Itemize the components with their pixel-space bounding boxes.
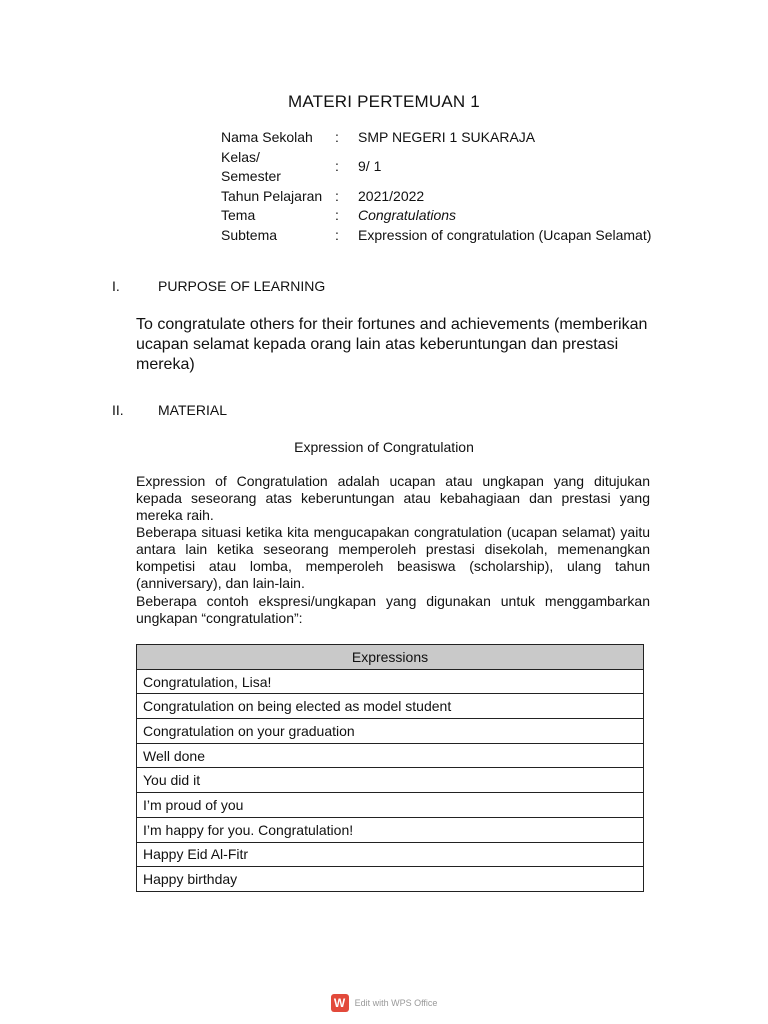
wps-footer[interactable] [0, 994, 768, 1012]
info-label: Tahun Pelajaran [221, 187, 323, 204]
info-label-line2: Semester [221, 168, 281, 184]
table-row [137, 719, 644, 744]
info-value: SMP NEGERI 1 SUKARAJA [358, 129, 536, 145]
info-row-subtheme [221, 226, 651, 246]
info-row-school [221, 128, 651, 148]
info-value: Congratulations [358, 207, 457, 223]
info-label-line1: Kelas/ [221, 148, 260, 165]
table-row [137, 743, 644, 768]
expressions-table [136, 644, 644, 892]
info-colon: : [335, 187, 339, 204]
info-colon: : [335, 207, 339, 223]
table-row [137, 694, 644, 719]
table-cell: Congratulation on your graduation [137, 719, 644, 744]
section-heading: PURPOSE OF LEARNING [158, 278, 326, 294]
info-row-year [221, 187, 651, 207]
table-cell: Congratulation on being elected as model student [137, 694, 644, 719]
table-cell: Well done [137, 743, 644, 768]
table-cell: I’m happy for you. Congratulation! [137, 817, 644, 842]
info-label [221, 148, 335, 187]
table-cell: Happy birthday [137, 867, 644, 892]
info-row-class [221, 148, 651, 187]
material-paragraph: Beberapa situasi ketika kita mengucapakan congratulation (ucapan selamat) yaitu antara lain ketika seseorang memperoleh prestasi disekolah, memenangkan kompetisi atau lomba, memperoleh beasiswa (scholarship), ulang tahun (anniversary), dan lain-lain. [136, 524, 650, 591]
info-value: 2021/2022 [358, 187, 425, 204]
table-row [137, 842, 644, 867]
document-title: MATERI PERTEMUAN 1 [288, 92, 480, 111]
wps-footer-text[interactable]: Edit with WPS Office [354, 998, 438, 1008]
info-row-theme [221, 206, 651, 226]
info-colon: : [335, 226, 339, 243]
wps-logo-icon: W [331, 994, 349, 1012]
table-row [137, 669, 644, 694]
info-label: Subtema [221, 226, 278, 243]
section-number: II. [112, 402, 124, 418]
info-value: 9/ 1 [358, 158, 382, 175]
info-colon: : [335, 158, 339, 175]
table-header-row [137, 645, 644, 670]
table-cell: Happy Eid Al-Fitr [137, 842, 644, 867]
info-value: Expression of congratulation (Ucapan Selamat) [358, 226, 652, 243]
purpose-paragraph: To congratulate others for their fortunes and achievements (memberikan ucapan selamat kepada orang lain atas keberuntungan dan prestasi mereka) [136, 316, 648, 373]
info-label: Nama Sekolah [221, 129, 313, 145]
table-cell: Congratulation, Lisa! [137, 669, 644, 694]
info-colon: : [335, 129, 339, 145]
section-heading: MATERIAL [158, 402, 227, 418]
identity-block [221, 128, 651, 245]
table-row [137, 817, 644, 842]
material-paragraph: Expression of Congratulation adalah ucapan atau ungkapan yang ditujukan kepada seseorang atas keberuntungan atau kebahagiaan dan prestasi yang mereka raih. [136, 473, 650, 523]
table-row [137, 768, 644, 793]
table-header-cell: Expressions [137, 645, 644, 670]
table-cell: I’m proud of you [137, 793, 644, 818]
table-cell: You did it [137, 768, 644, 793]
material-paragraph: Beberapa contoh ekspresi/ungkapan yang digunakan untuk menggambarkan ungkapan “congratulation”: [136, 593, 650, 626]
section-number: I. [112, 278, 120, 294]
table-row [137, 793, 644, 818]
material-subheading: Expression of Congratulation [294, 439, 474, 455]
table-row [137, 867, 644, 892]
info-label: Tema [221, 207, 256, 223]
